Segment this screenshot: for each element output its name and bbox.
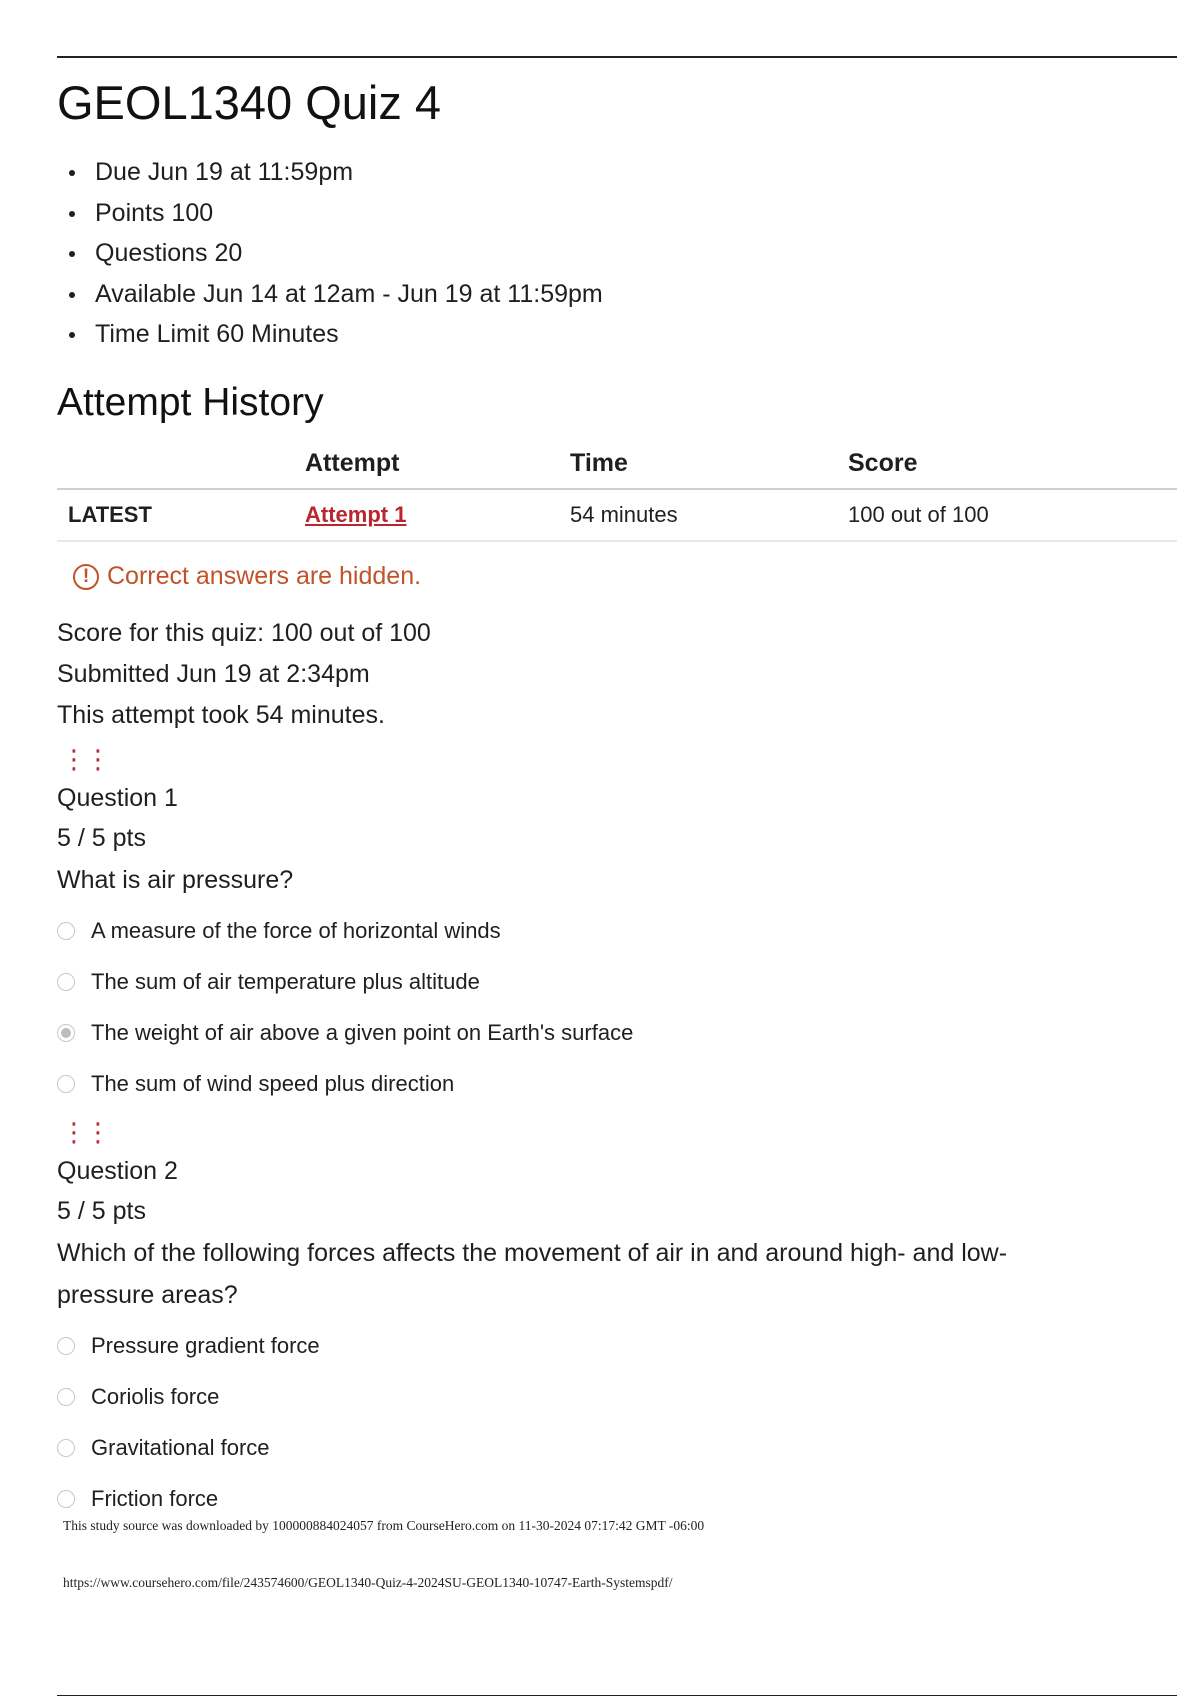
detail-due: Due Jun 19 at 11:59pm [57,152,1177,193]
quiz-title: GEOL1340 Quiz 4 [57,76,442,129]
radio-button[interactable] [57,1439,75,1457]
question-title: Question 2 [57,1157,178,1186]
quiz-details [57,152,1177,355]
warning-circle-icon: ! [73,564,99,590]
answer-option[interactable] [57,905,1177,956]
answer-option[interactable] [57,1007,1177,1058]
answer-option[interactable] [57,1058,1177,1109]
radio-button[interactable] [57,1490,75,1508]
question-2 [57,1119,1177,1524]
latest-label: LATEST [57,489,305,541]
column-header-time: Time [570,449,848,489]
attempt-1-link[interactable]: Attempt 1 [305,502,407,528]
answer-text: The sum of wind speed plus direction [91,1070,455,1096]
answers-hidden-notice [73,562,1177,591]
answer-option[interactable] [57,1473,1177,1524]
radio-button[interactable] [57,1075,75,1093]
attempt-history-table [57,449,1177,542]
answer-option[interactable] [57,956,1177,1007]
answer-list [57,1320,1177,1524]
detail-available: Available Jun 14 at 12am - Jun 19 at 11:59pm [57,274,1177,315]
answer-text: The sum of air temperature plus altitude [91,968,480,994]
notice-text: Correct answers are hidden. [107,562,422,591]
radio-button[interactable] [57,1388,75,1406]
table-header-row [57,449,1177,489]
quiz-score: Score for this quiz: 100 out of 100 [57,619,431,648]
attempt-history-heading: Attempt History [57,380,324,424]
drag-handle-icon: ⋮⋮ [61,1117,109,1148]
radio-button-selected[interactable] [57,1024,75,1042]
bottom-rule [57,1695,1177,1696]
attempt-summary [57,613,1177,736]
answer-text: Gravitational force [91,1434,270,1460]
answer-option[interactable] [57,1422,1177,1473]
detail-time-limit: Time Limit 60 Minutes [57,314,1177,355]
radio-button[interactable] [57,1337,75,1355]
detail-questions: Questions 20 [57,233,1177,274]
question-1 [57,746,1177,1109]
source-url: https://www.coursehero.com/file/243574600/GEOL1340-Quiz-4-2024SU-GEOL1340-10747-Earth-Systemspdf/ [63,1575,673,1590]
download-notice: This study source was downloaded by 100000884024057 from CourseHero.com on 11-30-2024 07:17:42 GMT -06:00 [63,1518,705,1533]
question-text: What is air pressure? [57,866,294,895]
detail-points: Points 100 [57,193,1177,234]
answer-text: Friction force [91,1485,219,1511]
column-header-label [57,449,305,489]
attempt-time: 54 minutes [570,489,848,541]
question-title: Question 1 [57,784,178,813]
attempt-duration: This attempt took 54 minutes. [57,701,385,730]
question-text: Which of the following forces affects the movement of air in and around high- and low-pressure areas? [57,1239,1008,1310]
answer-text: Coriolis force [91,1383,220,1409]
column-header-score: Score [848,449,1177,489]
attempt-score: 100 out of 100 [848,489,1177,541]
answer-text: A measure of the force of horizontal winds [91,917,501,943]
submitted-time: Submitted Jun 19 at 2:34pm [57,660,370,689]
answer-list [57,905,1177,1109]
radio-button[interactable] [57,973,75,991]
column-header-attempt: Attempt [305,449,570,489]
answer-option[interactable] [57,1320,1177,1371]
answer-option[interactable] [57,1371,1177,1422]
question-points: 5 / 5 pts [57,824,146,853]
answer-text: The weight of air above a given point on Earth's surface [91,1019,634,1045]
answer-text: Pressure gradient force [91,1332,320,1358]
table-row [57,489,1177,541]
drag-handle-icon: ⋮⋮ [61,744,109,775]
question-points: 5 / 5 pts [57,1197,146,1226]
radio-button[interactable] [57,922,75,940]
quiz-page [57,56,1177,1524]
